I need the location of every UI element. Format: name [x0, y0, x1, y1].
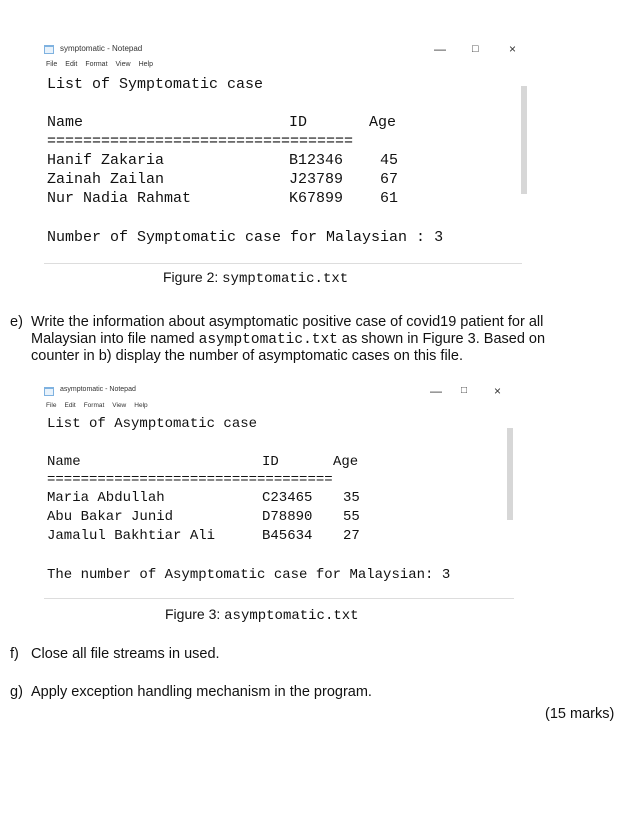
row-name: Maria Abdullah	[47, 490, 165, 506]
maximize-button[interactable]: □	[472, 43, 479, 55]
menu-format[interactable]: Format	[83, 402, 105, 409]
question-e-text: as shown in Figure 3. Based on	[337, 331, 546, 347]
row-age: 55	[343, 509, 360, 525]
row-name: Abu Bakar Junid	[47, 509, 174, 525]
minimize-button[interactable]: —	[430, 384, 442, 398]
row-name: Nur Nadia Rahmat	[47, 190, 192, 207]
notepad-icon	[44, 45, 54, 54]
separator-line: ==================================	[47, 472, 333, 488]
menu-help[interactable]: Help	[134, 402, 148, 409]
row-age: 67	[380, 171, 399, 188]
figure-2-caption	[163, 269, 348, 287]
menu-file[interactable]: File	[46, 61, 58, 68]
menu-edit[interactable]: Edit	[64, 402, 76, 409]
menu-view[interactable]: View	[112, 402, 127, 409]
notepad-window-asymptomatic	[40, 384, 522, 604]
row-age: 35	[343, 490, 360, 506]
figure-3-caption	[165, 606, 359, 624]
column-age-header: Age	[333, 454, 359, 470]
row-id: B45634	[262, 528, 313, 544]
menu-file[interactable]: File	[46, 402, 57, 409]
row-name: Hanif Zakaria	[47, 152, 165, 169]
marks-label: (15 marks)	[545, 706, 615, 722]
question-e-line3: counter in b) display the number of asymptomatic cases on this file.	[31, 348, 463, 364]
column-name-header: Name	[47, 114, 84, 131]
question-f-label: f)	[10, 646, 19, 662]
notepad-window-symptomatic	[40, 42, 530, 268]
close-button[interactable]: ×	[509, 42, 517, 56]
caption-prefix: Figure 3:	[165, 606, 225, 622]
maximize-button[interactable]: □	[461, 385, 468, 396]
menu-help[interactable]: Help	[138, 61, 153, 68]
title-bar	[40, 42, 530, 58]
menu-format[interactable]: Format	[85, 61, 108, 68]
vertical-scrollbar[interactable]	[521, 86, 527, 194]
title-bar	[40, 384, 522, 400]
row-age: 27	[343, 528, 360, 544]
question-e-line2	[31, 331, 629, 350]
horizontal-scrollbar[interactable]	[44, 598, 514, 599]
caption-filename: asymptomatic.txt	[224, 608, 359, 624]
row-id: B12346	[289, 152, 344, 169]
caption-filename: symptomatic.txt	[222, 271, 349, 287]
column-age-header: Age	[369, 114, 397, 131]
row-age: 61	[380, 190, 399, 207]
notepad-icon	[44, 387, 54, 396]
menu-bar	[46, 402, 156, 409]
separator-line: ==================================	[47, 133, 354, 150]
row-age: 45	[380, 152, 399, 169]
list-heading: List of Symptomatic case	[47, 76, 264, 93]
question-e-label: e)	[10, 314, 23, 330]
row-id: J23789	[289, 171, 344, 188]
summary-line: Number of Symptomatic case for Malaysian : 3	[47, 229, 444, 246]
close-button[interactable]: ×	[494, 384, 502, 398]
question-e-text: Malaysian into file named	[31, 331, 199, 347]
column-id-header: ID	[262, 454, 279, 470]
question-g-label: g)	[10, 684, 23, 700]
horizontal-scrollbar[interactable]	[44, 263, 522, 264]
question-g-text: Apply exception handling mechanism in the program.	[31, 684, 372, 700]
column-name-header: Name	[47, 454, 81, 470]
question-f-text: Close all file streams in used.	[31, 646, 220, 662]
row-id: D78890	[262, 509, 313, 525]
menu-view[interactable]: View	[115, 61, 131, 68]
caption-prefix: Figure 2:	[163, 269, 223, 285]
question-e-line1: Write the information about asymptomatic positive case of covid19 patient for all	[31, 314, 544, 330]
window-title: asymptomatic - Notepad	[60, 386, 136, 393]
row-name: Zainah Zailan	[47, 171, 165, 188]
row-name: Jamalul Bakhtiar Ali	[47, 528, 216, 544]
summary-line: The number of Asymptomatic case for Malaysian: 3	[47, 567, 451, 583]
menu-edit[interactable]: Edit	[65, 61, 78, 68]
minimize-button[interactable]: —	[434, 42, 446, 56]
column-id-header: ID	[289, 114, 308, 131]
row-id: K67899	[289, 190, 344, 207]
list-heading: List of Asymptomatic case	[47, 416, 258, 432]
row-id: C23465	[262, 490, 313, 506]
vertical-scrollbar[interactable]	[507, 428, 513, 520]
menu-bar	[46, 61, 161, 68]
window-title: symptomatic - Notepad	[60, 44, 143, 53]
question-e-filename: asymptomatic.txt	[198, 332, 338, 348]
